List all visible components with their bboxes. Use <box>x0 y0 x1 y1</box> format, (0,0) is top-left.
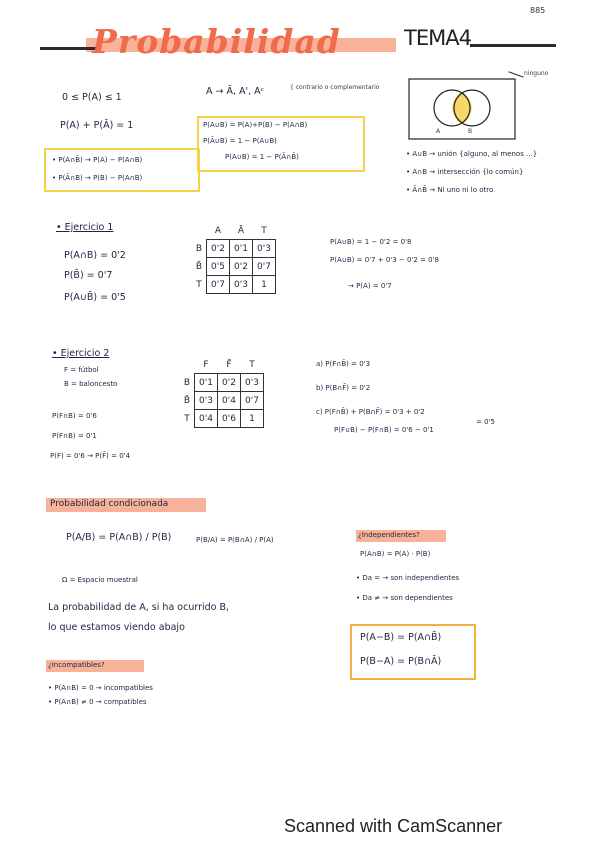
table-header: T <box>261 225 267 236</box>
tema-label: TEMA4 <box>404 26 471 50</box>
table-header: F <box>203 359 209 370</box>
condicionada-title: Probabilidad condicionada <box>50 499 169 509</box>
table-cell: 1 <box>241 410 264 428</box>
venn-label: ninguno <box>524 70 549 77</box>
page-title: Probabilidad <box>92 22 341 61</box>
table-cell: 0'3 <box>230 276 253 294</box>
condicionada-formula-1: P(A/B) = P(A∩B) / P(B) <box>66 532 172 543</box>
complement-notation: A → Ā, A', Aᶜ <box>206 86 265 97</box>
page-number: 885 <box>530 6 546 15</box>
table-cell: 0'3 <box>253 240 276 258</box>
table-cell: 0'3 <box>195 392 218 410</box>
set-note-union: • A∪B → unión {alguno, al menos ...} <box>406 150 538 158</box>
ejercicio1-table <box>192 222 276 294</box>
table-cell: 0'7 <box>207 276 230 294</box>
complement-sum: P(A) + P(Ā) = 1 <box>60 120 134 131</box>
independientes-item-2: • Da ≠ → son dependientes <box>356 594 453 602</box>
venn-set-a: A <box>436 128 441 135</box>
table-header-row <box>192 222 276 240</box>
condicionada-desc-1: La probabilidad de A, si ha ocurrido B, <box>48 602 230 613</box>
difference-formulas-box <box>44 148 200 192</box>
table-cell: 0'7 <box>253 258 276 276</box>
ejercicio1-title: • Ejercicio 1 <box>56 222 114 233</box>
venn-label-pointer <box>508 71 523 77</box>
ejercicio1-solution-2: P(A∪B) = 0'7 + 0'3 − 0'2 = 0'8 <box>330 256 439 264</box>
ejercicio2-answer-c-result: = 0'5 <box>476 418 495 426</box>
table-cell: 0'2 <box>230 258 253 276</box>
table-cell: 0'3 <box>241 374 264 392</box>
table-header: T <box>249 359 255 370</box>
difference-formula-2: • P(Ā∩B) → P(B) − P(A∩B) <box>52 174 143 182</box>
venn-set-b: B <box>468 128 473 135</box>
ejercicio2-given-2: P(F∩B) = 0'1 <box>52 432 97 440</box>
table-row <box>192 240 276 258</box>
ejercicio2-answer-c-2: P(F∪B) − P(F∩B) = 0'6 − 0'1 <box>334 426 434 434</box>
table-header: F̄ <box>226 359 232 370</box>
ejercicio1-given-1: P(A∩B) = 0'2 <box>64 250 126 261</box>
table-header-row <box>180 356 264 374</box>
venn-diagram <box>408 78 516 140</box>
row-label: T <box>192 276 207 294</box>
difference-b-minus-a: P(B−A) = P(B∩Ā) <box>360 656 442 667</box>
axiom: 0 ≤ P(A) ≤ 1 <box>62 92 122 103</box>
incompatibles-title: ¿Incompatibles? <box>48 661 105 669</box>
union-formula-3: P(A∪B) = 1 − P(Ā∩B̄) <box>225 153 299 161</box>
row-label: B̄ <box>192 258 207 276</box>
table-cell: 1 <box>253 276 276 294</box>
ejercicio2-answer-a: a) P(F∩B̄) = 0'3 <box>316 360 371 368</box>
table-cell: 0'5 <box>207 258 230 276</box>
row-label: B̄ <box>180 392 195 410</box>
table-header: Ā <box>237 225 245 236</box>
ejercicio1-given-3: P(A∪B̄) = 0'5 <box>64 292 126 303</box>
row-label: B <box>192 240 207 258</box>
complement-note: { contrario o complementario <box>290 84 380 91</box>
table-cell: 0'1 <box>195 374 218 392</box>
condicionada-formula-2: P(B/A) = P(B∩A) / P(A) <box>196 536 274 544</box>
union-formula-2: P(Ā∪B) = 1 − P(A∪B) <box>203 137 277 145</box>
ejercicio2-answer-b: b) P(B∩F̄) = 0'2 <box>316 384 371 392</box>
condicionada-desc-2: lo que estamos viendo abajo <box>48 622 185 633</box>
incompatibles-item-1: • P(A∩B) = 0 → incompatibles <box>48 684 153 692</box>
ejercicio2-def-1: F = fútbol <box>64 366 99 374</box>
omega-definition: Ω = Espacio muestral <box>62 576 138 584</box>
ejercicio1-given-2: P(B̄) = 0'7 <box>64 270 113 281</box>
table-cell: 0'4 <box>218 392 241 410</box>
ejercicio2-given-1: P(F∩B) = 0'6 <box>52 412 97 420</box>
ejercicio2-title: • Ejercicio 2 <box>52 348 110 359</box>
table-row <box>180 410 264 428</box>
set-note-intersection: • A∩B → intersección {lo común} <box>406 168 524 176</box>
difference-a-minus-b: P(A−B) = P(A∩B̄) <box>360 632 442 643</box>
union-formula-1: P(A∪B) = P(A)+P(B) − P(A∩B) <box>203 121 308 129</box>
table-header: A <box>214 225 222 236</box>
row-label: B <box>180 374 195 392</box>
set-note-neither: • Ā∩B̄ → Ni uno ni lo otro <box>406 186 494 194</box>
table-cell: 0'1 <box>230 240 253 258</box>
table-cell: 0'4 <box>195 410 218 428</box>
independientes-title: ¿Independientes? <box>358 531 420 539</box>
ejercicio1-solution-1: P(A∪B) = 1 − 0'2 = 0'8 <box>330 238 412 246</box>
ejercicio2-table <box>180 356 264 428</box>
table-cell: 0'2 <box>207 240 230 258</box>
independientes-item-1: • Da = → son independientes <box>356 574 460 582</box>
ejercicio2-def-2: B = baloncesto <box>64 380 118 388</box>
table-cell: 0'6 <box>218 410 241 428</box>
scanner-watermark: Scanned with CamScanner <box>284 816 503 836</box>
row-label: T <box>180 410 195 428</box>
table-row <box>192 258 276 276</box>
ejercicio1-solution-3: → P(A) = 0'7 <box>348 282 392 290</box>
table-row <box>180 392 264 410</box>
difference-formula-1: • P(A∩B̄) → P(A) − P(A∩B) <box>52 156 143 164</box>
ejercicio2-answer-c: c) P(F∩B̄) + P(B∩F̄) = 0'3 + 0'2 <box>316 408 425 416</box>
title-rule-left <box>40 47 96 50</box>
table-row <box>180 374 264 392</box>
title-rule-right <box>470 44 556 47</box>
independientes-formula: P(A∩B) = P(A) · P(B) <box>360 550 431 558</box>
incompatibles-item-2: • P(A∩B) ≠ 0 → compatibles <box>48 698 147 706</box>
table-cell: 0'2 <box>218 374 241 392</box>
table-cell: 0'7 <box>241 392 264 410</box>
table-row <box>192 276 276 294</box>
ejercicio2-given-3: P(F) = 0'6 → P(F̄) = 0'4 <box>50 452 131 460</box>
